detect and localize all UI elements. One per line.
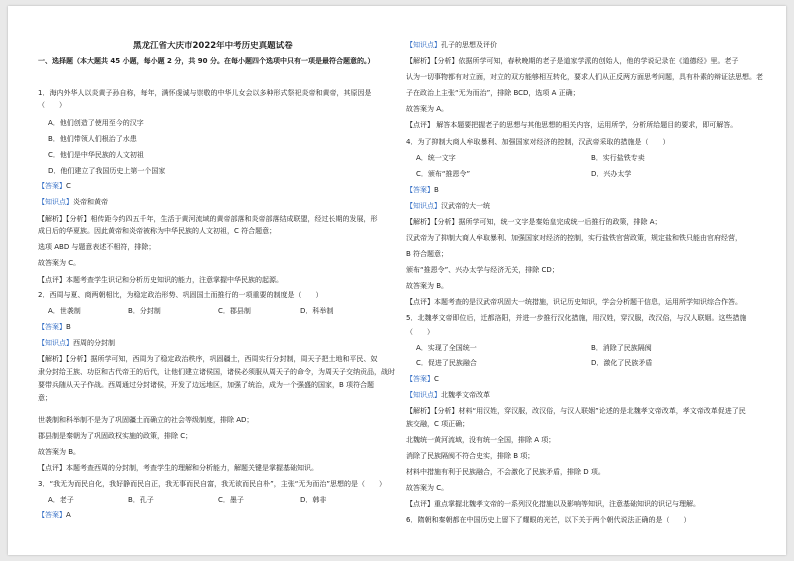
q4-option-d: D．兴办太学 [591,170,632,178]
question-6-stem: 6．隋朝和秦朝都在中国历史上留下了耀眼的光芒，以下关于两个朝代说法正确的是（ ） [406,516,691,524]
knowledge-value: 孔子的思想及评价 [441,41,497,49]
question-5-stem-1: 5．北魏孝文帝即位后，迁都洛阳，并进一步推行汉化措施，用汉姓，穿汉服，改汉俗，与汉人联姻。这些措施 [406,314,747,322]
q4-knowledge-point [406,202,490,211]
q3-answer [38,511,71,520]
knowledge-value: 西周的分封制 [73,339,115,347]
document-title: 黑龙江省大庆市2022年中考历史真题试卷 [133,41,293,51]
q3-comment: 【点评】 解答本题要把握老子的思想与其他思想的相关内容，运用所学，分析所给题目的要求，即可解答。 [406,121,738,129]
answer-value: A [66,511,71,519]
q3-option-d: D．韩非 [300,496,327,504]
q2-explanation-5: 世袭制和科举制不是为了巩固疆土而确立的社会等级制度，排除 AD； [38,416,254,424]
answer-tag: 【答案】 [38,323,66,331]
q2-option-b: B．分封制 [128,307,161,315]
question-5-stem-2: （ ） [406,328,434,336]
document-page [8,6,786,555]
question-3-stem: 3．“我无为而民自化，我好静而民自正，我无事而民自富，我无欲而民自朴”，主张“无为而治”思想的是（ ） [38,480,386,488]
q1-comment: 【点评】本题考查学生识记和分析历史知识的能力，注意掌握中华民族的起源。 [38,276,283,284]
answer-tag: 【答案】 [406,375,434,383]
q2-option-a: A．世袭制 [48,307,81,315]
q1-explanation-2: 成日后的华夏族。因此黄帝和炎帝被称为中华民族的人文初祖，C 符合题意； [38,227,277,235]
q1-explanation-4: 故答案为 C。 [38,259,81,267]
q5-knowledge-point [406,391,490,400]
q1-option-b: B．他们带领人们根治了水患 [48,135,137,143]
q2-explanation-1: 【解析】【分析】据所学可知，西周为了稳定政治秩序，巩固疆土，西周实行分封制，周天子把土地和平民、奴 [38,355,378,363]
q4-explanation-3: B 符合题意； [406,250,449,258]
answer-value: C [66,182,71,190]
answer-tag: 【答案】 [38,511,66,519]
q3-explanation-1: 【解析】【分析】依据所学可知，春秋晚期的老子是道家学派的创始人，他的学说记录在《道德经》里。老子 [406,57,739,65]
q2-answer [38,323,71,332]
q2-option-d: D．科举制 [300,307,334,315]
knowledge-tag: 【知识点】 [406,202,441,210]
q2-explanation-2: 隶分封给王族、功臣和古代帝王的后代，让他们建立诸侯国，诸侯必须服从周天子的命令，为周天子交纳贡品，战时 [38,368,395,376]
q1-explanation-3: 选项 ABD 与题意表述不相符，排除； [38,243,156,251]
q4-explanation-4: 颁布“推恩令”、兴办太学与经济无关，排除 CD； [406,266,559,274]
answer-value: C [434,375,439,383]
q3-explanation-3: 子在政治上主张“无为而治”，排除 BCD，选项 A 正确； [406,89,580,97]
q5-answer [406,375,439,384]
question-2-stem: 2．西周与夏、商两朝相比，为稳定政治形势、巩固国土而推行的一项重要的制度是（ ） [38,291,323,299]
q5-explanation-3: 北魏统一黄河流域，没有统一全国，排除 A 项； [406,436,556,444]
q5-explanation-4: 消除了民族隔阂不符合史实，排除 B 项； [406,452,535,460]
q5-option-d: D．激化了民族矛盾 [591,359,653,367]
knowledge-value: 汉武帝的大一统 [441,202,490,210]
q1-option-a: A．他们创造了使用至今的汉字 [48,119,144,127]
q4-explanation-1: 【解析】【分析】据所学可知，统一文字是秦始皇完成统一后推行的政策，排除 A； [406,218,662,226]
question-1-stem: 1．海内外华人以炎黄子孙自称，每年，满怀虔诚与崇敬的中华儿女会以多种形式祭祀炎帝和黄帝，其原因是 [38,89,372,97]
answer-tag: 【答案】 [406,186,434,194]
q3-explanation-2: 认为一切事物都有对立面，对立的双方能够相互转化，要求人们从正反两方面思考问题，具有朴素的辩证法思想。老 [406,73,763,81]
q4-explanation-5: 故答案为 B。 [406,282,449,290]
q4-explanation-2: 汉武帝为了抑制大商人牟取暴利、加强国家对经济的控制，实行盐铁官营政策，规定盐和铁只能由官府经营， [406,234,742,242]
q5-option-b: B．消除了民族隔阂 [591,344,652,352]
q5-option-c: C．促进了民族融合 [416,359,477,367]
q5-explanation-6: 故答案为 C。 [406,484,449,492]
q2-explanation-7: 故答案为 B。 [38,448,81,456]
q1-explanation-1: 【解析】【分析】相传距今约四五千年，生活于黄河流域的黄帝部落和炎帝部落结成联盟，经过长期的发展，形 [38,215,378,223]
q4-option-a: A．统一文字 [416,154,456,162]
knowledge-tag: 【知识点】 [38,339,73,347]
q2-comment: 【点评】本题考查西周的分封制，考查学生的理解和分析能力，解题关键是掌握基础知识。 [38,464,318,472]
q5-explanation-2: 族交融，C 项正确； [406,420,470,428]
knowledge-tag: 【知识点】 [406,391,441,399]
q2-explanation-6: 郡县制是秦朝为了巩固政权实施的政策，排除 C； [38,432,193,440]
q5-option-a: A．实现了全国统一 [416,344,477,352]
knowledge-value: 北魏孝文帝改革 [441,391,490,399]
q2-explanation-3: 要带兵随从天子作战。西周通过分封诸侯，开发了边远地区，加强了统治，成为一个强盛的国家，B 项符合题 [38,381,375,389]
q4-comment: 【点评】本题考查的是汉武帝巩固大一统措施，识记历史知识，学会分析题干信息，运用所学知识综合作答。 [406,298,742,306]
knowledge-tag: 【知识点】 [406,41,441,49]
q4-option-b: B．实行盐铁专卖 [591,154,645,162]
answer-value: B [434,186,439,194]
q1-knowledge-point [38,198,108,207]
q4-answer [406,186,439,195]
knowledge-value: 炎帝和黄帝 [73,198,108,206]
q2-knowledge-point [38,339,115,348]
answer-tag: 【答案】 [38,182,66,190]
q4-option-c: C．颁布“推恩令” [416,170,471,178]
q5-comment: 【点评】重点掌握北魏孝文帝的一系列汉化措施以及影响等知识，注意基础知识的识记与理解。 [406,500,700,508]
q2-explanation-4: 意； [38,394,52,402]
q3-option-b: B．孔子 [128,496,154,504]
q1-option-d: D．他们建立了我国历史上第一个国家 [48,167,166,175]
q1-answer [38,182,71,191]
q1-option-c: C．他们是中华民族的人文初祖 [48,151,144,159]
q3-knowledge-point [406,41,497,50]
q3-option-c: C．墨子 [218,496,244,504]
q3-option-a: A．老子 [48,496,74,504]
answer-value: B [66,323,71,331]
question-1-paren: （ ） [38,101,66,109]
q2-option-c: C．郡县制 [218,307,251,315]
knowledge-tag: 【知识点】 [38,198,73,206]
q5-explanation-1: 【解析】【分析】材料“用汉姓，穿汉服，改汉俗，与汉人联姻”论述的是北魏孝文帝改革，孝文帝改革促进了民 [406,407,746,415]
section-heading: 一、选择题（本大题共 45 小题，每小题 2 分，共 90 分。在每小题四个选项中只有一项是最符合题意的。） [38,57,375,65]
q5-explanation-5: 材料中措施有利于民族融合，不会激化了民族矛盾，排除 D 项。 [406,468,605,476]
question-4-stem: 4．为了抑制大商人牟取暴利、加强国家对经济的控制，汉武帝采取的措施是（ ） [406,138,670,146]
q3-explanation-4: 故答案为 A。 [406,105,449,113]
